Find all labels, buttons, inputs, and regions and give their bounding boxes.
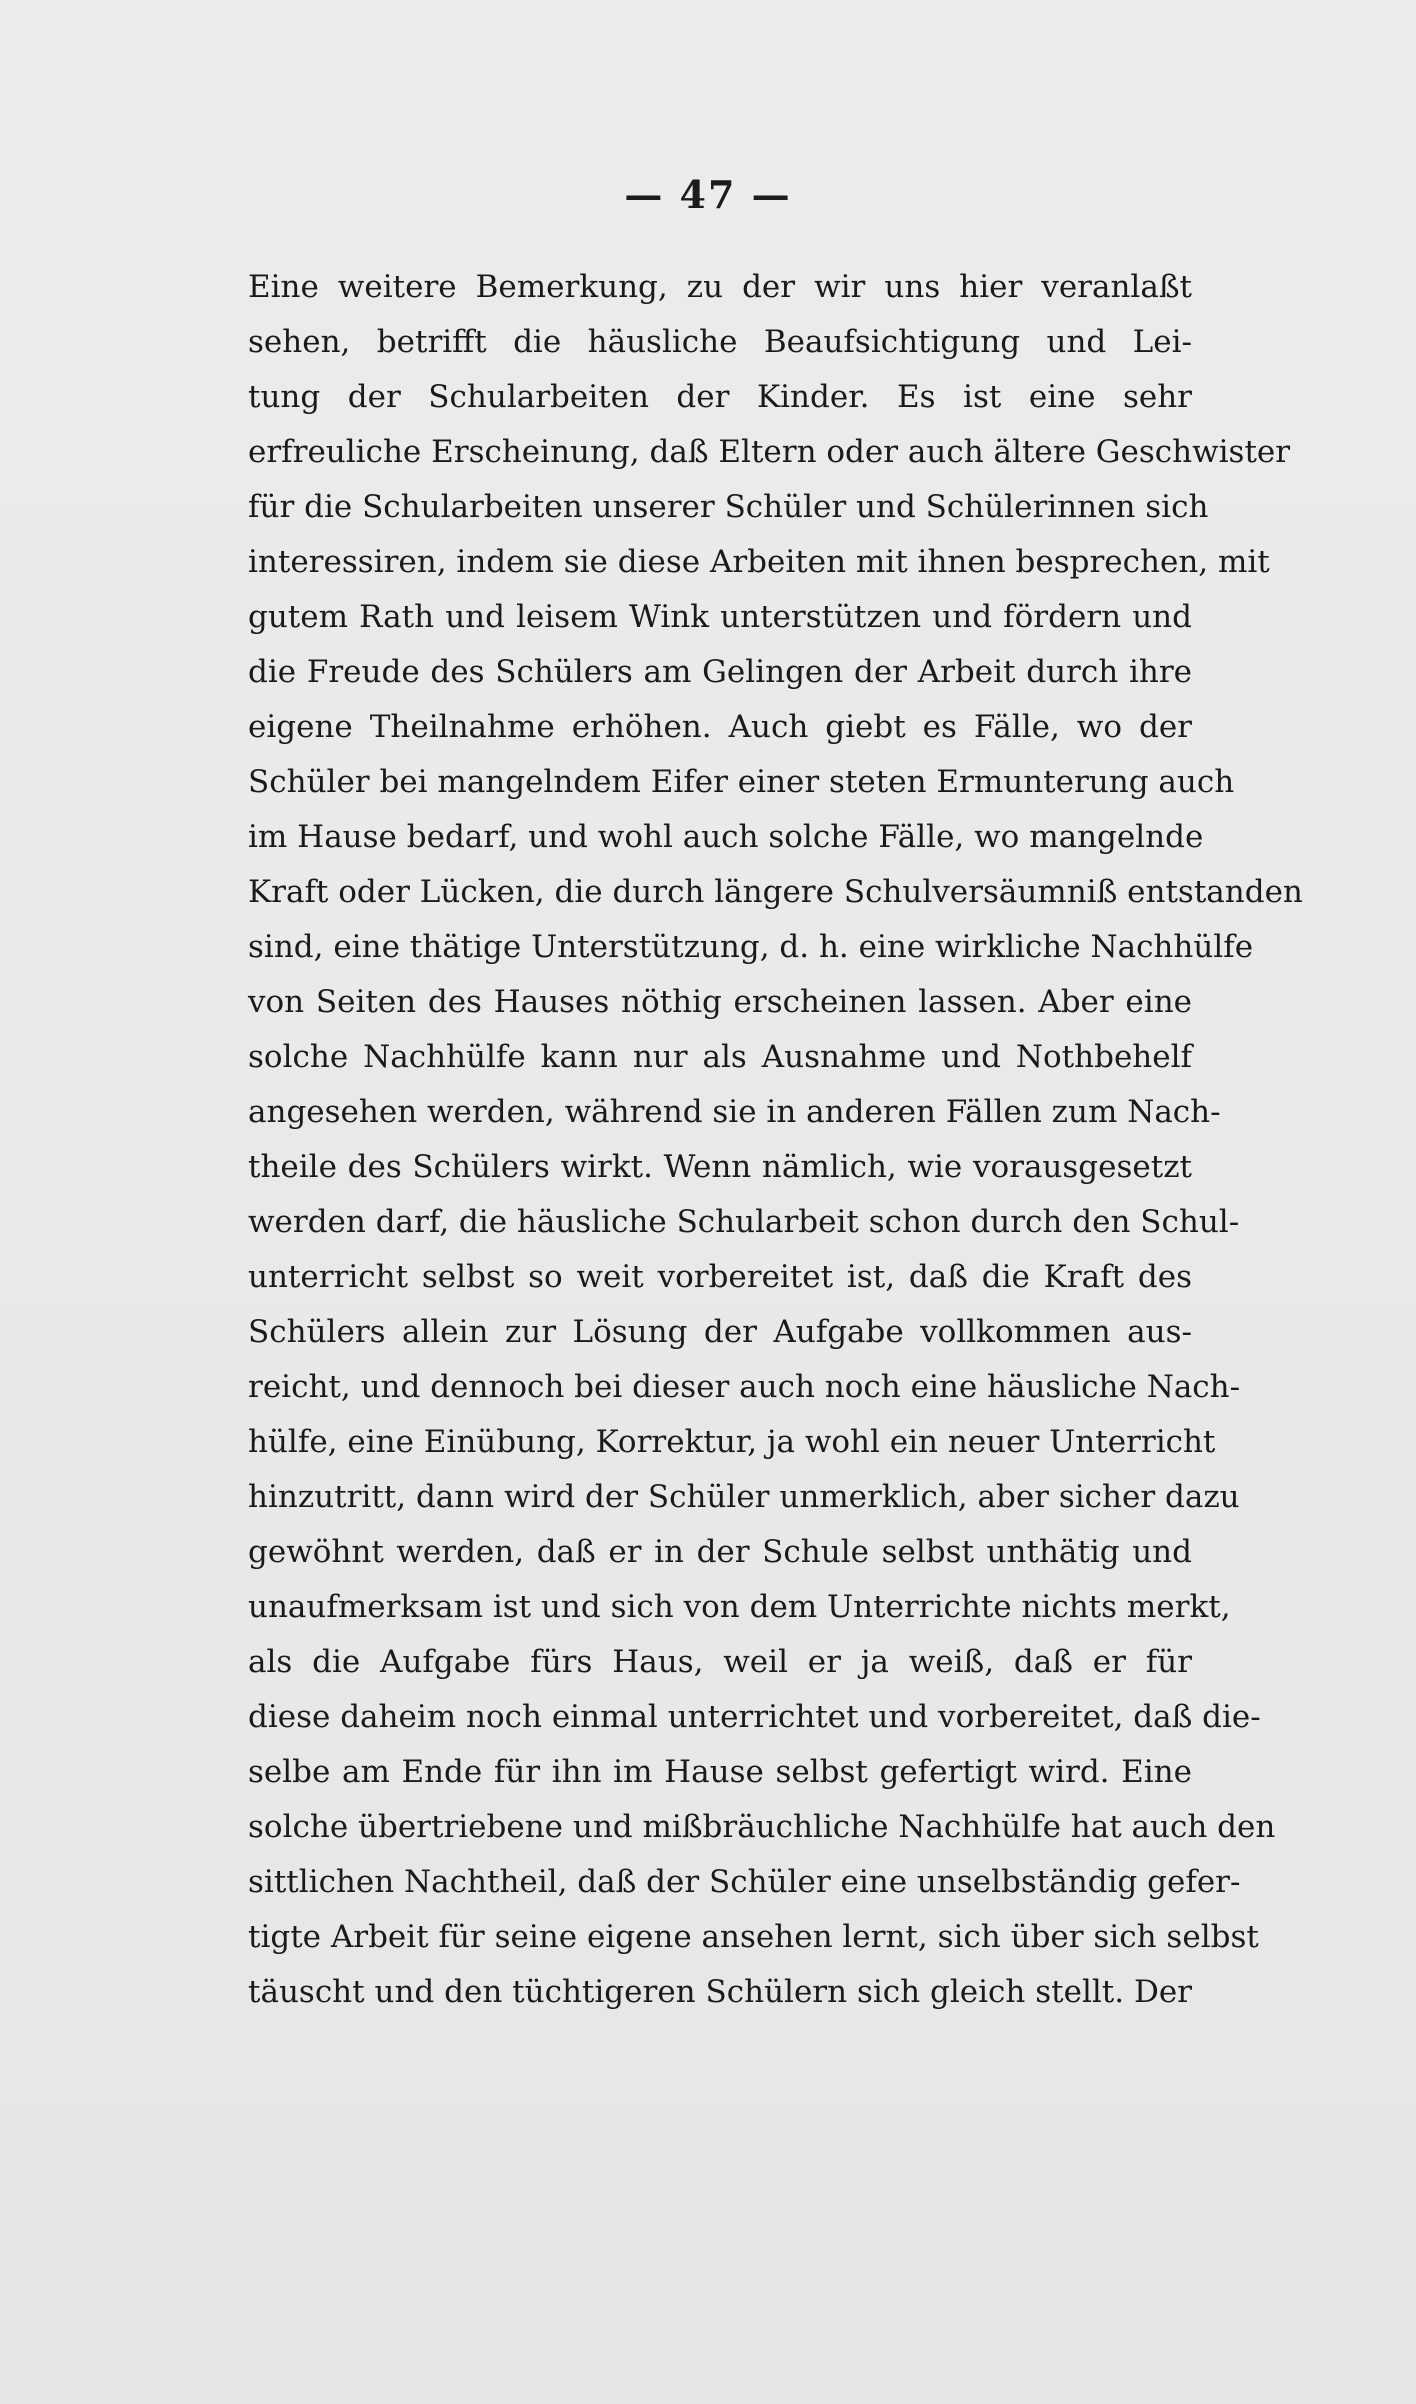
text-line: die Freude des Schülers am Gelingen der Arbeit durch ihre [248, 654, 1192, 690]
page-number: — 47 — [624, 172, 792, 217]
text-line: werden darf, die häusliche Schularbeit schon durch den Schul- [248, 1204, 1240, 1240]
text-line: von Seiten des Hauses nöthig erscheinen lassen. Aber eine [248, 984, 1192, 1020]
text-line: sittlichen Nachtheil, daß der Schüler eine unselbständig gefer- [248, 1864, 1241, 1900]
text-line: hinzutritt, dann wird der Schüler unmerklich, aber sicher dazu [248, 1479, 1240, 1515]
text-line: Kraft oder Lücken, die durch längere Schulversäumniß entstanden [248, 874, 1303, 910]
text-line: erfreuliche Erscheinung, daß Eltern oder auch ältere Geschwister [248, 434, 1291, 470]
text-line: reicht, und dennoch bei dieser auch noch eine häusliche Nach- [248, 1369, 1241, 1405]
body-text [248, 260, 1303, 2020]
text-line: solche Nachhülfe kann nur als Ausnahme und Nothbehelf [248, 1039, 1192, 1075]
text-line: sehen, betrifft die häusliche Beaufsichtigung und Lei- [248, 324, 1192, 360]
text-line: diese daheim noch einmal unterrichtet und vorbereitet, daß die- [248, 1699, 1261, 1735]
text-line: sind, eine thätige Unterstützung, d. h. eine wirkliche Nachhülfe [248, 929, 1254, 965]
text-line: als die Aufgabe fürs Haus, weil er ja weiß, daß er für [248, 1644, 1192, 1680]
text-line: hülfe, eine Einübung, Korrektur, ja wohl ein neuer Unterricht [248, 1424, 1216, 1460]
text-line: Schülers allein zur Lösung der Aufgabe vollkommen aus- [248, 1314, 1192, 1350]
text-line: angesehen werden, während sie in anderen Fällen zum Nach- [248, 1094, 1221, 1130]
text-line: unaufmerksam ist und sich von dem Unterrichte nichts merkt, [248, 1589, 1231, 1625]
text-line: eigene Theilnahme erhöhen. Auch giebt es Fälle, wo der [248, 709, 1192, 745]
text-line: tung der Schularbeiten der Kinder. Es ist eine sehr [248, 379, 1192, 415]
text-line: im Hause bedarf, und wohl auch solche Fälle, wo mangelnde [248, 819, 1204, 855]
text-line: für die Schularbeiten unserer Schüler und Schülerinnen sich [248, 489, 1209, 525]
text-line: interessiren, indem sie diese Arbeiten mit ihnen besprechen, mit [248, 544, 1270, 580]
text-line: solche übertriebene und mißbräuchliche Nachhülfe hat auch den [248, 1809, 1276, 1845]
text-line: gutem Rath und leisem Wink unterstützen und fördern und [248, 599, 1192, 635]
text-line: tigte Arbeit für seine eigene ansehen lernt, sich über sich selbst [248, 1919, 1259, 1955]
text-line: täuscht und den tüchtigeren Schülern sich gleich stellt. Der [248, 1974, 1192, 2010]
text-line: theile des Schülers wirkt. Wenn nämlich, wie vorausgesetzt [248, 1149, 1192, 1185]
text-line: selbe am Ende für ihn im Hause selbst gefertigt wird. Eine [248, 1754, 1192, 1790]
text-line: gewöhnt werden, daß er in der Schule selbst unthätig und [248, 1534, 1192, 1570]
text-line: Schüler bei mangelndem Eifer einer steten Ermunterung auch [248, 764, 1235, 800]
text-line: Eine weitere Bemerkung, zu der wir uns hier veranlaßt [248, 269, 1192, 305]
text-line: unterricht selbst so weit vorbereitet ist, daß die Kraft des [248, 1259, 1192, 1295]
